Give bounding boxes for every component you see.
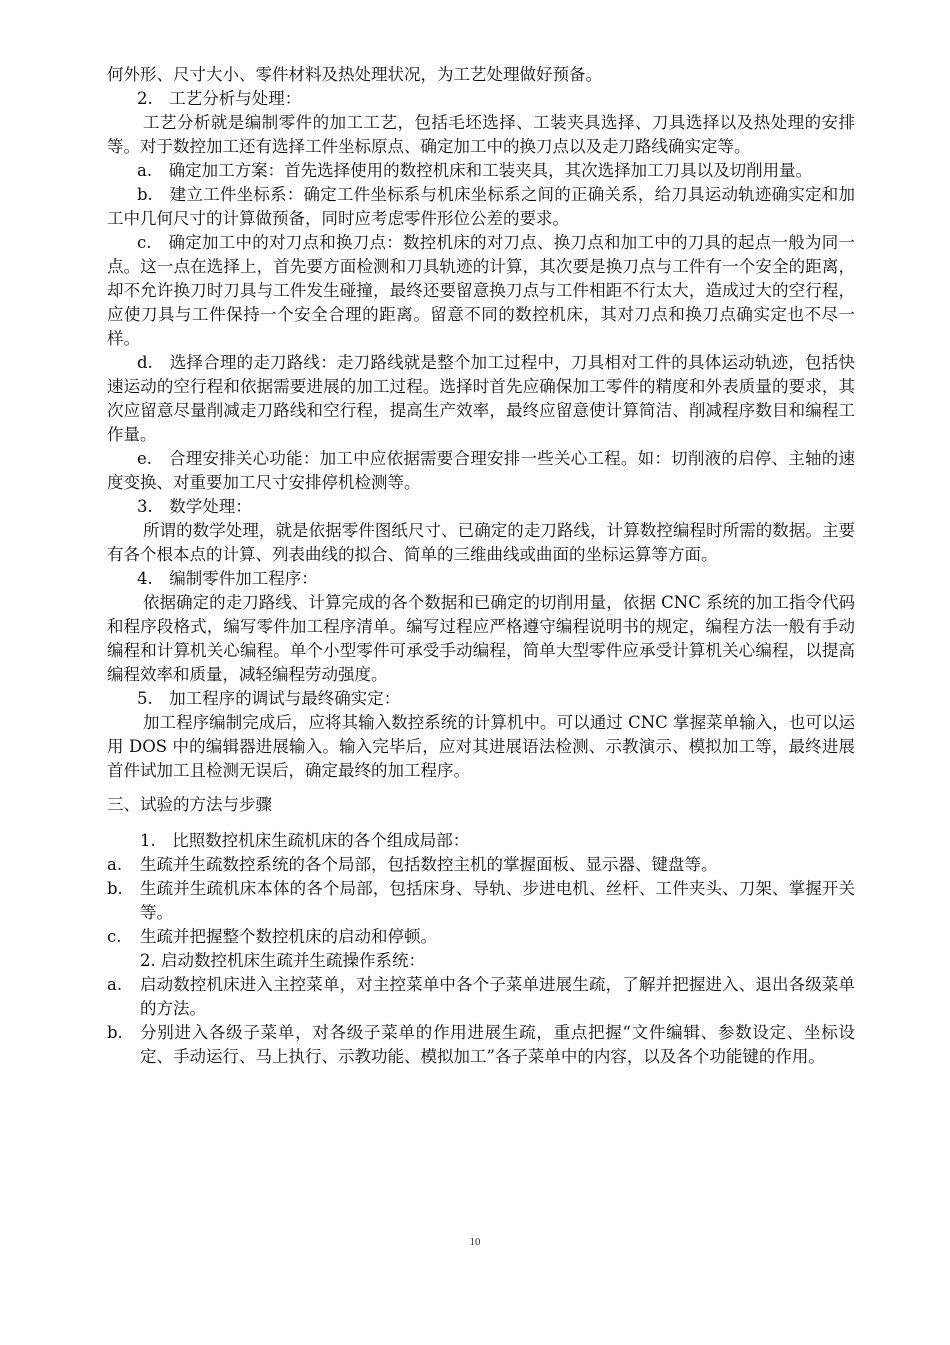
paragraph-math-processing: 所谓的数学处理，就是依据零件图纸尺寸、已确定的走刀路线，计算数控编程时所需的数据。主要有各个根本点的计算、列表曲线的拟合、简单的三维曲线或曲面的坐标运算等方面。 [107, 521, 855, 564]
item-b-workpiece-coordinate: b. 建立工件坐标系：确定工件坐标系与机床坐标系之间的正确关系，给刀具运动轨迹确实定和加工中几何尺寸的计算做预备，同时应考虑零件形位公差的要求。 [107, 185, 855, 228]
list-text: 生疏并生疏机床本体的各个局部，包括床身、导轨、步进电机、丝杆、工件夹头、刀架、掌握开关等。 [140, 879, 855, 922]
list-marker: a. [107, 975, 123, 994]
heading-write-program: 4. 编制零件加工程序： [137, 569, 318, 588]
item-d-tool-path: d. 选择合理的走刀路线：走刀路线就是整个加工过程中，刀具相对工件的具体运动轨迹，包括快速运动的空行程和依据需要进展的加工过程。选择时首先应确保加工零件的精度和外表质量的要求，其次应留意尽量削减走刀路线和空行程，提高生产效率，最终应留意使计算简洁、削减程序数目和编程工作量。 [107, 353, 855, 444]
step-2-heading: 2. 启动数控机床生疏并生疏操作系统： [140, 951, 425, 970]
paragraph-process-analysis: 工艺分析就是编制零件的加工工艺，包括毛坯选择、工装夹具选择、刀具选择以及热处理的安排等。对于数控加工还有选择工件坐标原点、确定加工中的换刀点以及走刀路线确实定等。 [107, 113, 855, 156]
steps-list [107, 829, 855, 1069]
paragraph-intro-continuation: 何外形、尺寸大小、零件材料及热处理状况，为工艺处理做好预备。 [107, 65, 602, 84]
list-marker: b. [107, 879, 123, 898]
list-item [107, 877, 855, 925]
list-item [107, 973, 855, 1021]
list-marker: b. [107, 1023, 123, 1042]
item-c-tool-point: c. 确定加工中的对刀点和换刀点：数控机床的对刀点、换刀点和加工中的刀具的起点一般为同一点。这一点在选择上，首先要方面检测和刀具轨迹的计算，其次要是换刀点与工件有一个安全的距离，却不允许换刀时刀具与工件发生碰撞，最终还要留意换刀点与工件相距不行太大，造成过大的空行程，应使刀具与工件保持一个安全合理的距离。留意不同的数控机床，其对刀点和换刀点确实定也不尽一样。 [107, 233, 855, 348]
list-marker: c. [107, 927, 122, 946]
heading-debug-program: 5. 加工程序的调试与最终确实定： [137, 689, 401, 708]
paragraph-debug-program: 加工程序编制完成后，应将其输入数控系统的计算机中。可以通过 CNC 掌握菜单输入，也可以运用 DOS 中的编辑器进展输入。输入完毕后，应对其进展语法检测、示教演示、模拟加工等，最终进展首件试加工且检测无误后，确定最终的加工程序。 [107, 713, 855, 780]
list-item [107, 1021, 855, 1069]
item-e-auxiliary-functions: e. 合理安排关心功能：加工中应依据需要合理安排一些关心工程。如：切削液的启停、主轴的速度变换、对重要加工尺寸安排停机检测等。 [107, 449, 855, 492]
section-title-methods: 三、试验的方法与步骤 [107, 795, 272, 814]
list-text: 生疏并把握整个数控机床的启动和停顿。 [140, 927, 437, 946]
heading-process-analysis: 2. 工艺分析与处理： [137, 89, 302, 108]
page-content [107, 63, 855, 1069]
list-item [107, 925, 855, 949]
list-text: 生疏并生疏数控系统的各个局部，包括数控主机的掌握面板、显示器、键盘等。 [140, 855, 718, 874]
list-item [107, 853, 855, 877]
list-text: 启动数控机床进入主控菜单，对主控菜单中各个子菜单进展生疏，了解并把握进入、退出各级菜单的方法。 [140, 975, 855, 1018]
list-marker: a. [107, 855, 123, 874]
item-a-machining-plan: a. 确定加工方案：首先选择使用的数控机床和工装夹具，其次选择加工刀具以及切削用量。 [137, 161, 813, 180]
heading-math-processing: 3. 数学处理： [137, 497, 252, 516]
list-text: 分别进入各级子菜单，对各级子菜单的作用进展生疏，重点把握“文件编辑、参数设定、坐标设定、手动运行、马上执行、示教功能、模拟加工”各子菜单中的内容，以及各个功能键的作用。 [140, 1023, 855, 1066]
page-number: 10 [469, 1236, 481, 1248]
step-1-heading: 1. 比照数控机床生疏机床的各个组成局部： [140, 831, 470, 850]
paragraph-write-program: 依据确定的走刀路线、计算完成的各个数据和已确定的切削用量，依据 CNC 系统的加工指令代码和程序段格式，编写零件加工程序清单。编写过程应严格遵守编程说明书的规定，编程方法一般有手动编程和计算机关心编程。单个小型零件可承受手动编程，简单大型零件应承受计算机关心编程，以提高编程效率和质量，减轻编程劳动强度。 [107, 593, 855, 684]
